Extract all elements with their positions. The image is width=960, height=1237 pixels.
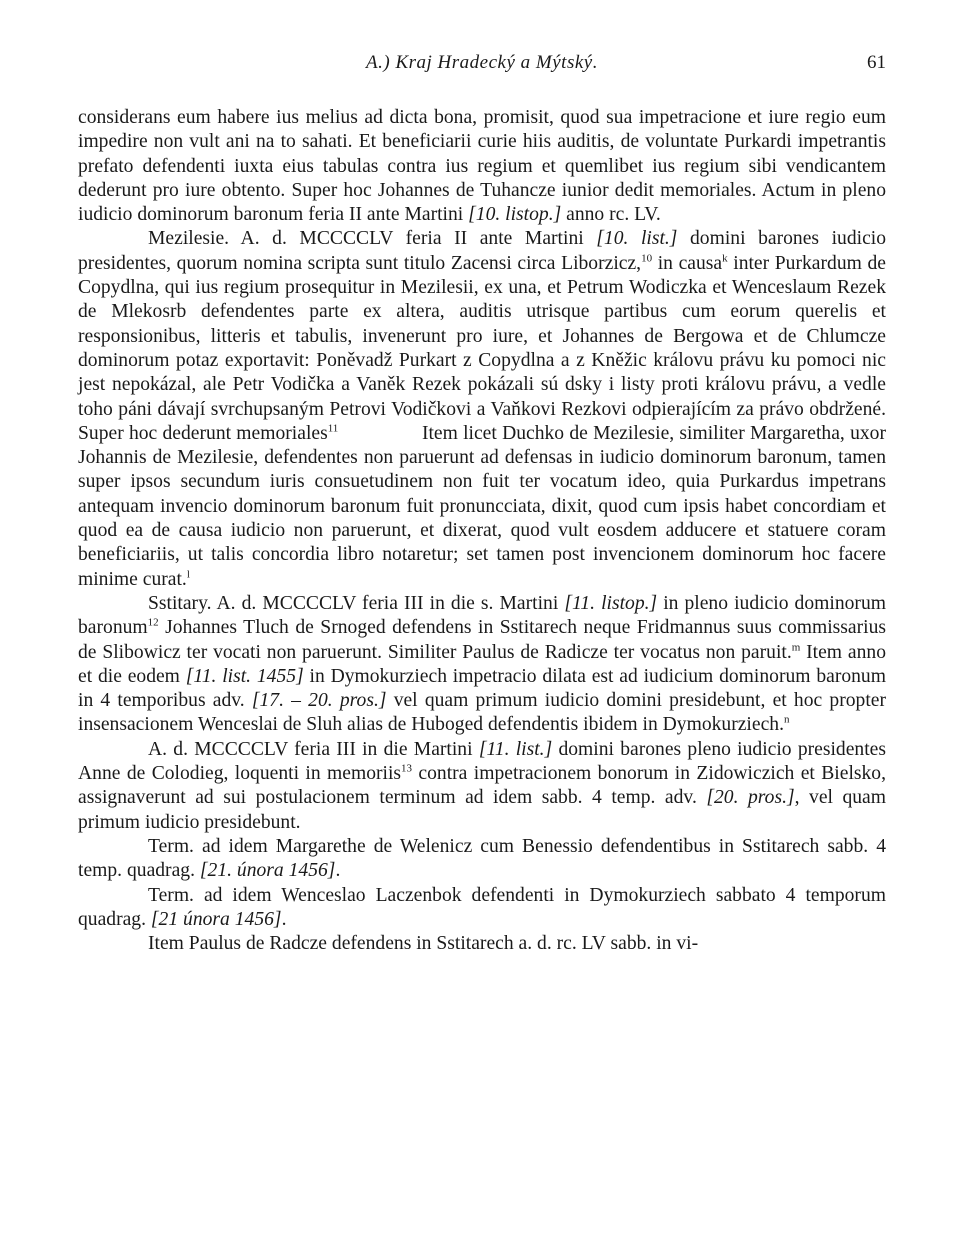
footnote-marker: m <box>791 641 801 653</box>
editorial-date: [21 února 1456] <box>150 908 282 930</box>
paragraph-p3 <box>78 592 886 738</box>
footnote-marker: 11 <box>327 422 339 435</box>
text-run: domini barones pleno iudicio presidentes Anne de Colodieg, loquenti in memoriis <box>78 738 886 785</box>
text-run: Item licet Duchko de Mezilesie, similiter Margaretha, uxor Johannis de Mezilesie, defendentes non paruerunt ad defensas in iudicio dominorum baronum, tamen super ipsos secundum iuris consuetudinem non fuit ter vocatum ideo, quia Purkardus impetrans antequam invencio dominorum baronum fuit pronuncciata, dixit, quod cum ipsis habet concordiam et quod ea de causa iudicio non paruerunt, et dixerat, quod vult eosdem adducere et statuere coram beneficiariis, ut talis concordia libro notaretur; set tamen post invencionem dominorum hoc facere minime curat. <box>78 422 886 590</box>
page-header <box>78 52 886 84</box>
text-run: in pleno iudicio dominorum baronum <box>78 592 886 639</box>
editorial-date: [11. listop.] <box>564 592 658 614</box>
text-run: in Dymokurziech impetracio dilata est ad iudicium dominorum baronum in 4 temporibus adv. <box>78 665 886 712</box>
paragraph-p2 <box>78 227 886 591</box>
footnote-marker: 10 <box>641 252 653 265</box>
footnote-marker: n <box>783 713 790 726</box>
editorial-date: [11. list.] <box>478 738 553 760</box>
editorial-date: [20. pros.] <box>706 787 795 809</box>
text-run: Item Paulus de Radcze defendens in Sstitarech a. d. rc. LV sabb. in vi- <box>148 933 699 955</box>
text-run: Mezilesie. A. d. MCCCCLV feria II ante Martini <box>148 228 597 250</box>
paragraph-p4 <box>78 738 886 835</box>
text-run: Sstitary. A. d. MCCCCLV feria III in die s. Martini <box>148 592 565 614</box>
paragraph-p1 <box>78 106 886 227</box>
document-page <box>78 52 886 956</box>
editorial-date: [11. list. 1455] <box>185 665 304 687</box>
text-run: . <box>281 908 287 930</box>
footnote-marker: k <box>722 252 728 265</box>
footnote-marker: 13 <box>401 762 413 775</box>
paragraph-p7 <box>78 932 886 956</box>
text-run: anno rc. LV. <box>561 204 661 226</box>
editorial-date: [21. února 1456] <box>199 860 336 882</box>
running-title: A.) Kraj Hradecký a Mýtský. <box>366 52 598 73</box>
editorial-date: [10. listop.] <box>468 204 562 226</box>
paragraph-p6 <box>78 884 886 933</box>
text-run: considerans eum habere ius melius ad dicta bona, promisit, quod sua impetracione et iure regio eum impedire non vult ani na to sahati. Et beneficiarii curie hiis auditis, de voluntate Purkardi impetrantis prefato defendenti iuxta eius tabulas contra ius regium et quemlibet ius regium sibi vendicantem dederunt pro iure obtento. Super hoc Johannes de Tuhancze iunior dedit memoriales. Actum in pleno iudicio dominorum baronum feria II ante Martini <box>78 107 886 226</box>
text-run: domini barones iudicio presidentes, quorum nomina scripta sunt titulo Zacensi circa Liborzicz, <box>78 228 887 274</box>
text-run: vel quam primum iudicio domini presidebunt, et hoc propter insensacionem Wenceslai de Sluh alias de Huboged defendentis ibidem in Dymokurziech. <box>78 690 886 736</box>
text-run: Item anno et die eodem <box>78 641 886 687</box>
editorial-date: [10. list.] <box>596 228 678 250</box>
editorial-date: [17. – 20. pros.] <box>251 690 387 712</box>
paragraph-p5 <box>78 835 886 884</box>
text-run: contra impetracionem bonorum in Zidowiczich et Bielsko, assignaverunt ad sui postulacionem terminum ad idem sabb. 4 temp. adv. <box>78 763 887 809</box>
text-run: Johannes Tluch de Srnoged defendens in Sstitarech neque Fridmannus suus commissarius de Slibowicz ter vocati non paruerunt. Similiter Paulus de Radicze ter vocatus non paruit. <box>78 617 886 663</box>
footnote-marker: l <box>186 568 190 581</box>
text-run: . <box>335 860 341 882</box>
text-run: A. d. MCCCCLV feria III in die Martini <box>148 738 479 760</box>
text-run: inter Purkardum de Copydlna, qui ius regium prosequitur in Mezilesii, ex una, et Petrum Wodiczka et Wenceslaum Rezek de Mlekosrb defendentes parte ex altera, auditis utrisque partibus cum eorum querelis et responsionibus, litteris et tabulis, invenerunt pro iure, et Johannes de Bergowa et de Chlumcze dominorum potaz exportavit: Poněvadž Purkart z Copydlna a z Kněžic královu právu ku pomoci nic jest nepokázal, ale Petr Vodička a Vaněk Rezek pokázali sú dsky i listy proti královu právu, a vedle toho páni dávají svrchupsaným Petrovi Vodičkovi a Vaňkovi Rezkovi odpierajícím za právo obdržené. Super hoc dederunt memoriales <box>78 252 886 444</box>
text-run: Term. ad idem Margarethe de Welenicz cum Benessio defendentibus in Sstitarech sabb. 4 temp. quadrag. <box>78 835 886 882</box>
document-body <box>78 106 886 956</box>
text-run: in causa <box>652 252 723 274</box>
page-number: 61 <box>867 52 886 73</box>
footnote-marker: 12 <box>147 616 159 629</box>
text-run: Term. ad idem Wenceslao Laczenbok defendenti in Dymokurziech sabbato 4 temporum quadrag. <box>78 884 886 930</box>
text-run: , vel quam primum iudicio presidebunt. <box>78 787 886 833</box>
